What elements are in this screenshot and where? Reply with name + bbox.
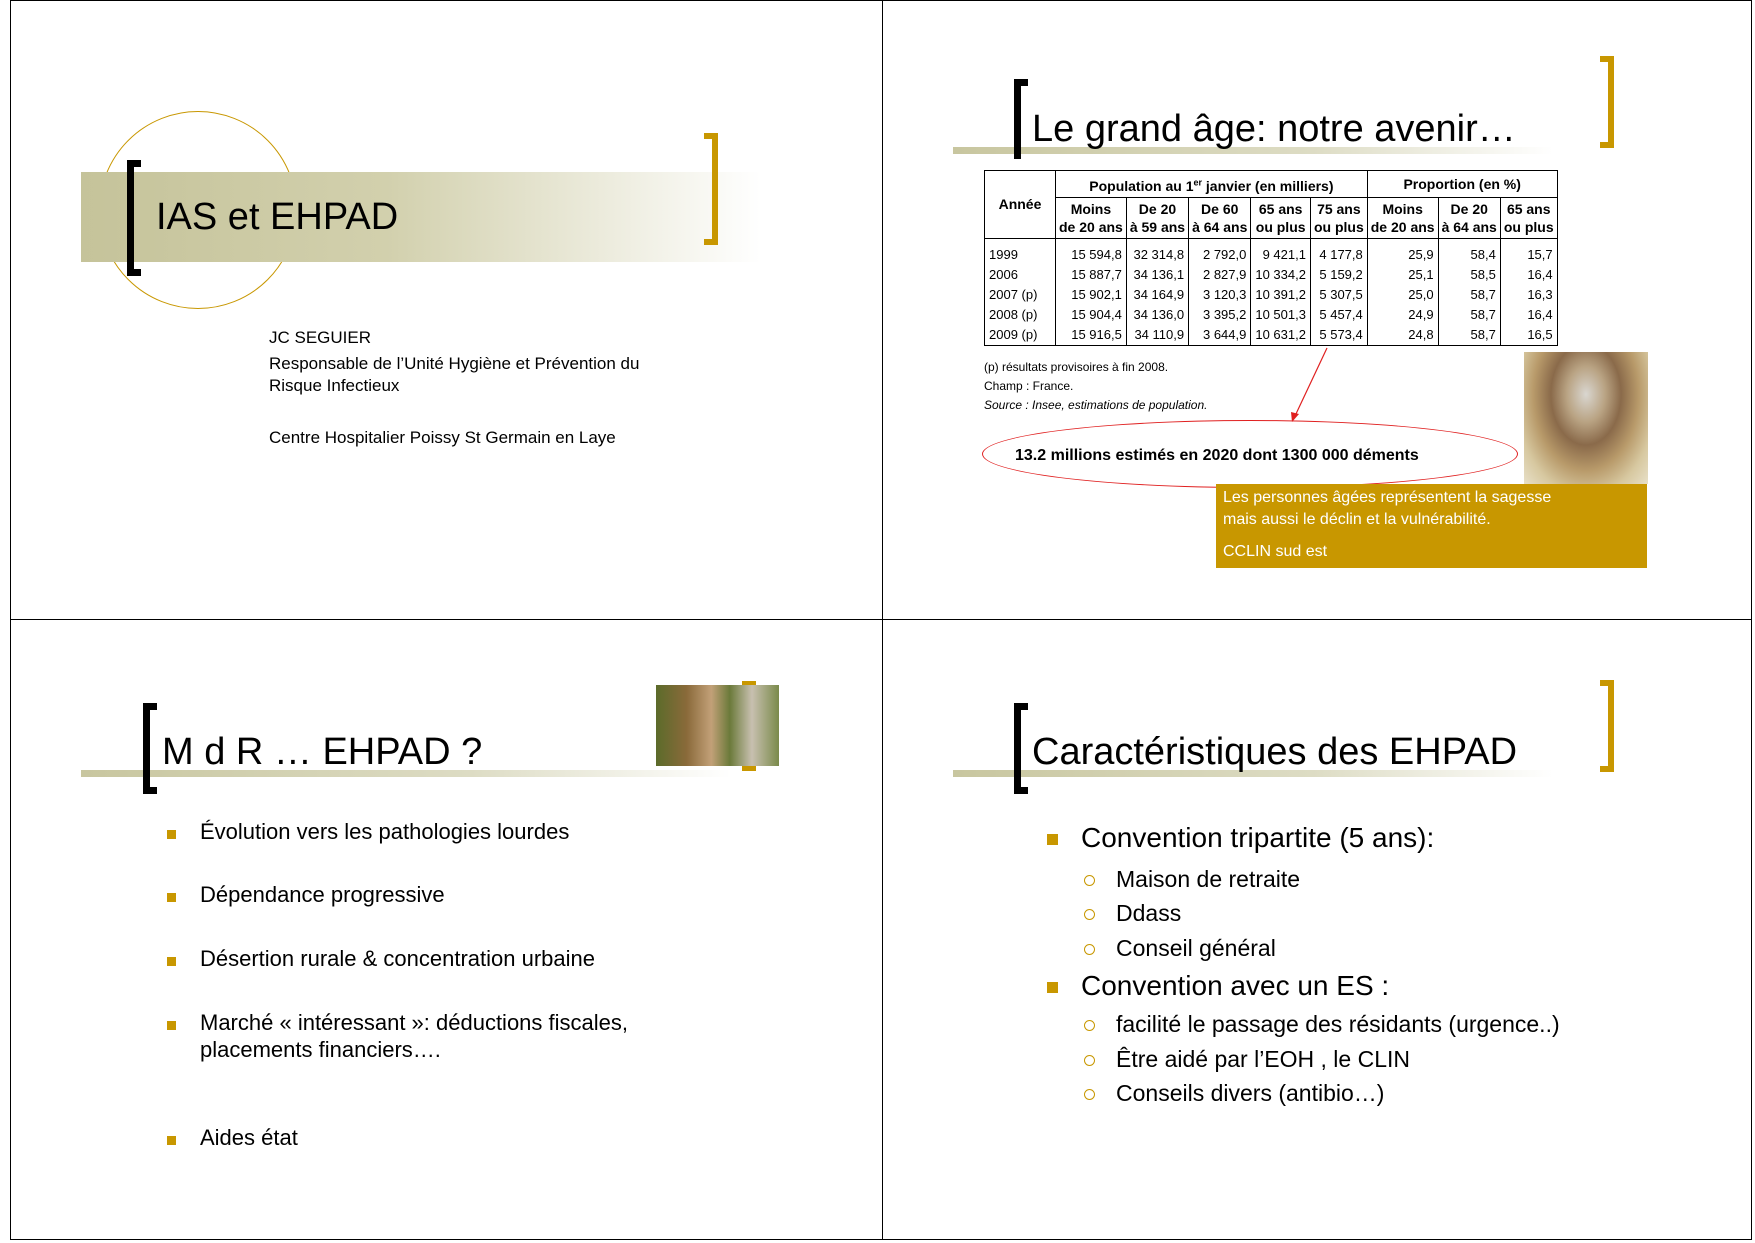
header-year: Année	[985, 171, 1056, 239]
value-cell: 16,5	[1500, 325, 1557, 346]
slide-2	[882, 0, 1752, 620]
value-cell: 5 159,2	[1310, 265, 1367, 285]
column-header-line-1: De 20	[1450, 200, 1488, 217]
value-cell: 58,7	[1438, 305, 1500, 325]
column-header-line-2: à 64 ans	[1192, 218, 1248, 235]
value-cell: 15 887,7	[1056, 265, 1127, 285]
sub-bullet-marker	[1084, 875, 1095, 886]
value-cell: 2 827,9	[1189, 265, 1251, 285]
bullet-marker	[167, 830, 176, 839]
column-header-line-2: à 64 ans	[1441, 218, 1497, 235]
slide-2-title: Le grand âge: notre avenir…	[1032, 108, 1516, 150]
author-role-line1: Responsable de l’Unité Hygiène et Prévention du	[269, 354, 640, 373]
value-cell: 3 395,2	[1189, 305, 1251, 325]
table-note-1: (p) résultats provisoires à fin 2008.	[984, 360, 1169, 374]
column-header-line-2: ou plus	[1313, 218, 1364, 235]
year-cell: 1999	[985, 238, 1056, 265]
year-cell: 2006	[985, 265, 1056, 285]
slide-4-title: Caractéristiques des EHPAD	[1032, 731, 1518, 773]
left-bracket	[127, 160, 141, 276]
slide-3	[10, 619, 883, 1240]
header-proportion-group: Proportion (en %)	[1367, 171, 1557, 198]
slide-1	[10, 0, 883, 620]
sub-bullet-marker	[1084, 1020, 1095, 1031]
value-cell: 10 501,3	[1251, 305, 1311, 325]
value-cell: 2 792,0	[1189, 238, 1251, 265]
table-note-2: Champ : France.	[984, 379, 1074, 393]
handout-sheet	[10, 0, 1752, 1243]
value-cell: 25,9	[1367, 238, 1438, 265]
bullet-convention-tripartite: Convention tripartite (5 ans):	[1081, 822, 1435, 853]
value-cell: 25,1	[1367, 265, 1438, 285]
bullet-marker	[1047, 982, 1058, 993]
caption-source: CCLIN sud est	[1223, 543, 1328, 560]
author-name: JC SEGUIER	[269, 328, 372, 347]
value-cell: 16,3	[1500, 285, 1557, 305]
left-bracket	[1014, 703, 1028, 794]
value-cell: 3 120,3	[1189, 285, 1251, 305]
value-cell: 15 904,4	[1056, 305, 1127, 325]
bullet-2: Dépendance progressive	[200, 882, 445, 907]
year-cell: 2008 (p)	[985, 305, 1056, 325]
value-cell: 15 902,1	[1056, 285, 1127, 305]
institution-name: Centre Hospitalier Poissy St Germain en Laye	[269, 428, 616, 447]
caption-box	[1216, 484, 1647, 568]
column-header-line-2: à 59 ans	[1129, 218, 1186, 235]
column-header-line-2: ou plus	[1503, 218, 1554, 235]
year-cell: 2007 (p)	[985, 285, 1056, 305]
value-cell: 3 644,9	[1189, 325, 1251, 346]
sub-bullet-marker	[1084, 909, 1095, 920]
sub-item-passage-residants: facilité le passage des résidants (urgence..)	[1116, 1011, 1560, 1037]
value-cell: 10 631,2	[1251, 325, 1311, 346]
value-cell: 15 916,5	[1056, 325, 1127, 346]
value-cell: 58,7	[1438, 325, 1500, 346]
value-cell: 58,7	[1438, 285, 1500, 305]
sub-item-conseil-general: Conseil général	[1116, 935, 1276, 961]
caption-line-1: Les personnes âgées représentent la sagesse	[1223, 489, 1552, 506]
author-role-line2: Risque Infectieux	[269, 376, 400, 395]
value-cell: 15,7	[1500, 238, 1557, 265]
bullet-convention-es: Convention avec un ES :	[1081, 970, 1390, 1001]
sub-item-maison-de-retraite: Maison de retraite	[1116, 866, 1301, 892]
value-cell: 5 307,5	[1310, 285, 1367, 305]
bullet-4-line-1: Marché « intéressant »: déductions fiscales,	[200, 1010, 629, 1035]
bullet-marker	[167, 1136, 176, 1145]
column-header-line-1: De 20	[1138, 200, 1177, 217]
value-cell: 34 164,9	[1126, 285, 1188, 305]
value-cell: 15 594,8	[1056, 238, 1127, 265]
sub-item-conseils-divers: Conseils divers (antibio…)	[1116, 1080, 1385, 1106]
slide-3-title: M d R … EHPAD ?	[162, 731, 483, 773]
column-header-line-2: ou plus	[1255, 218, 1306, 235]
header-population-text: Population au 1er janvier (en milliers)	[1089, 177, 1334, 194]
column-header-line-2: de 20 ans	[1370, 218, 1435, 235]
right-bracket	[1600, 680, 1614, 772]
value-cell: 16,4	[1500, 265, 1557, 285]
highlight-text: 13.2 millions estimés en 2020 dont 1300 000 déments	[1015, 447, 1419, 464]
value-cell: 58,4	[1438, 238, 1500, 265]
bullet-marker	[167, 957, 176, 966]
bullet-3: Désertion rurale & concentration urbaine	[200, 946, 596, 971]
slide-1-title: IAS et EHPAD	[156, 196, 399, 238]
column-header-line-1: 65 ans	[1506, 200, 1551, 217]
value-cell: 5 573,4	[1310, 325, 1367, 346]
value-cell: 16,4	[1500, 305, 1557, 325]
bullet-marker	[167, 1021, 176, 1030]
value-cell: 34 136,0	[1126, 305, 1188, 325]
column-header-line-1: 75 ans	[1317, 200, 1361, 217]
sub-bullet-marker	[1084, 1055, 1095, 1066]
value-cell: 32 314,8	[1126, 238, 1188, 265]
bullet-1: Évolution vers les pathologies lourdes	[200, 819, 570, 844]
sub-item-ddass: Ddass	[1116, 900, 1182, 926]
value-cell: 34 136,1	[1126, 265, 1188, 285]
elderly-couple-photo	[656, 685, 779, 766]
value-cell: 10 334,2	[1251, 265, 1311, 285]
left-bracket	[143, 703, 157, 794]
value-cell: 34 110,9	[1126, 325, 1188, 346]
value-cell: 10 391,2	[1251, 285, 1311, 305]
column-header-line-1: Moins	[1070, 200, 1112, 217]
right-bracket	[704, 133, 718, 245]
value-cell: 24,8	[1367, 325, 1438, 346]
column-header-line-1: De 60	[1201, 200, 1239, 217]
value-cell: 4 177,8	[1310, 238, 1367, 265]
bullet-marker	[167, 893, 176, 902]
value-cell: 25,0	[1367, 285, 1438, 305]
bullet-marker	[1047, 834, 1058, 845]
sub-bullet-marker	[1084, 1089, 1095, 1100]
sub-bullet-marker	[1084, 944, 1095, 955]
bullet-5: Aides état	[200, 1125, 298, 1150]
column-header-line-1: Moins	[1382, 200, 1423, 217]
elderly-woman-photo	[1524, 352, 1648, 484]
caption-line-2: mais aussi le déclin et la vulnérabilité.	[1223, 511, 1491, 528]
table-source-note: Source : Insee, estimations de population.	[984, 398, 1208, 412]
bullet-4-line-2: placements financiers….	[200, 1037, 441, 1062]
value-cell: 24,9	[1367, 305, 1438, 325]
column-header-line-1: 65 ans	[1258, 200, 1303, 217]
value-cell: 5 457,4	[1310, 305, 1367, 325]
slide-4	[882, 619, 1752, 1240]
value-cell: 9 421,1	[1251, 238, 1311, 265]
column-header-line-2: de 20 ans	[1059, 218, 1123, 235]
year-cell: 2009 (p)	[985, 325, 1056, 346]
value-cell: 58,5	[1438, 265, 1500, 285]
sub-item-eoh-clin: Être aidé par l’EOH , le CLIN	[1116, 1046, 1411, 1072]
